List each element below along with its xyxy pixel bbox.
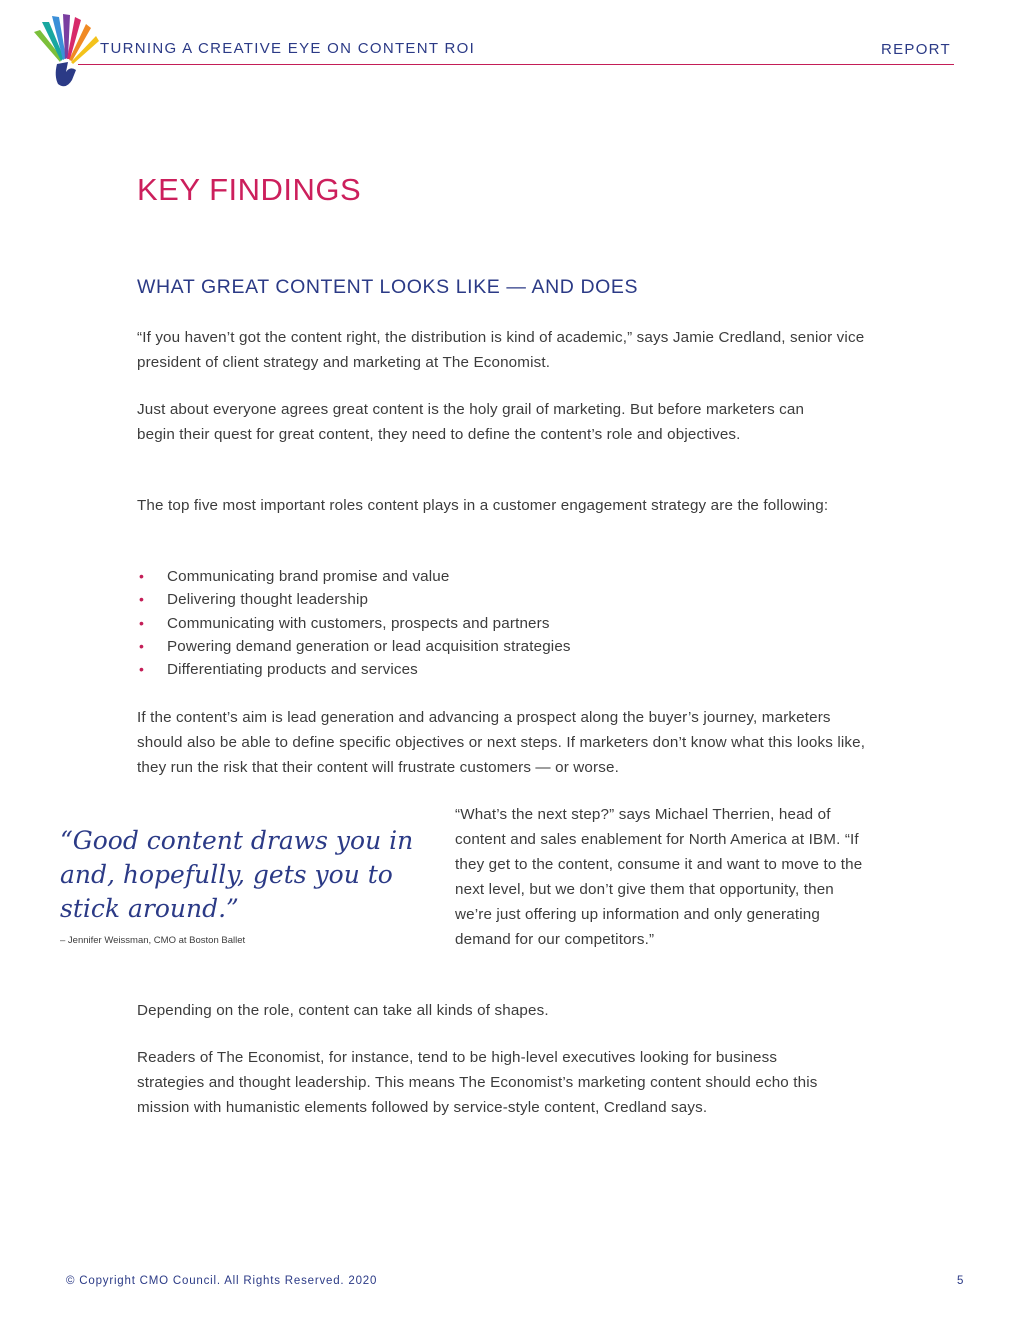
list-item-text: Communicating with customers, prospects and partners xyxy=(167,614,550,632)
bullet-marker: • xyxy=(139,661,145,678)
paragraph-economist-readers: Readers of The Economist, for instance, tend to be high-level executives looking for business strategies and thought leadership. This means The Economist’s marketing content should echo this mission with humanistic elements followed by service-style content, Credland says. xyxy=(137,1049,818,1116)
list-item xyxy=(137,612,571,635)
footer-copyright: © Copyright CMO Council. All Rights Reserved. 2020 xyxy=(66,1275,378,1287)
list-item-text: Communicating brand promise and value xyxy=(167,568,450,585)
pull-quote-attribution: – Jennifer Weissman, CMO at Boston Ballet xyxy=(60,935,246,946)
list-item-text: Powering demand generation or lead acquisition strategies xyxy=(167,637,571,655)
list-item xyxy=(137,588,571,611)
report-label: REPORT xyxy=(880,41,951,58)
list-item-text: Delivering thought leadership xyxy=(167,591,369,609)
paragraph-lead-generation: If the content’s aim is lead generation and advancing a prospect along the buyer’s journey, marketers should also be able to define specific objectives or next steps. If marketers don’t know what this looks like, they run the risk that their content will frustrate customers — or worse. xyxy=(137,709,866,776)
hand-fan-logo-icon xyxy=(30,14,102,90)
bullet-marker: • xyxy=(139,591,145,608)
roles-list xyxy=(137,565,571,681)
page-header xyxy=(0,0,1020,100)
report-title: TURNING A CREATIVE EYE ON CONTENT ROI xyxy=(100,40,476,57)
pull-quote: “Good content draws you in and, hopefully, gets you to stick around.” xyxy=(60,826,414,923)
section-heading: WHAT GREAT CONTENT LOOKS LIKE — AND DOES xyxy=(137,276,639,298)
paragraph-holy-grail: Just about everyone agrees great content is the holy grail of marketing. But before marketers can begin their quest for great content, they need to define the content’s role and objectives. xyxy=(137,401,805,443)
list-item xyxy=(137,565,571,588)
page-number: 5 xyxy=(957,1275,964,1287)
header-divider xyxy=(78,64,954,65)
paragraph-content-shapes: Depending on the role, content can take all kinds of shapes. xyxy=(137,1002,549,1019)
list-item xyxy=(137,658,571,681)
bullet-marker: • xyxy=(139,637,145,654)
list-item-text: Differentiating products and services xyxy=(167,661,418,679)
paragraph-top-five: The top five most important roles content plays in a customer engagement strategy are the following: xyxy=(137,497,829,514)
list-item xyxy=(137,635,571,658)
bullet-marker: • xyxy=(139,568,145,584)
bullet-marker: • xyxy=(139,614,145,631)
page-heading: KEY FINDINGS xyxy=(137,172,362,207)
paragraph-therrien-quote: “What’s the next step?” says Michael Therrien, head of content and sales enablement for North America at IBM. “If they get to the content, consume it and want to move to the next level, but we don’t give them that opportunity, then we’re just offering up information and only generating demand for our competitors.” xyxy=(455,806,863,948)
paragraph-credland-quote: “If you haven’t got the content right, the distribution is kind of academic,” says Jamie Credland, senior vice president of client strategy and marketing at The Economist. xyxy=(137,329,865,371)
